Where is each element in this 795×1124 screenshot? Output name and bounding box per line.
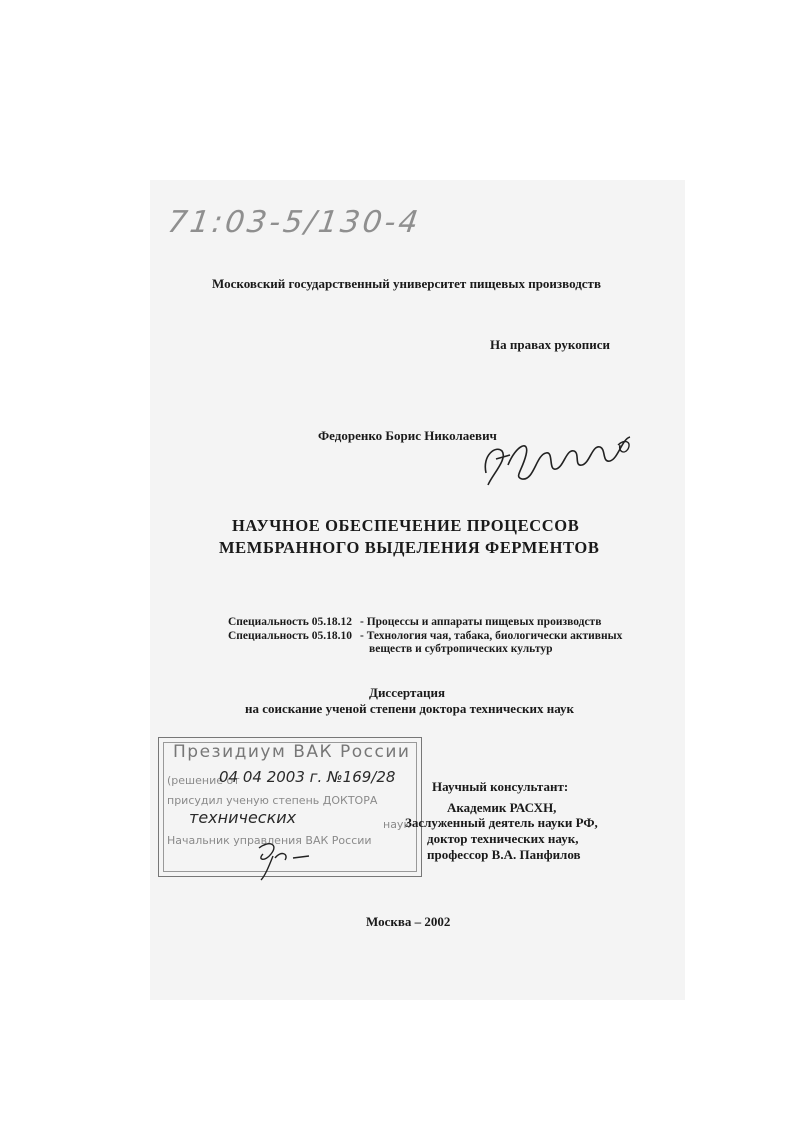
archive-number-handwritten: 71:03-5/130-4 — [165, 205, 424, 240]
document-sheet — [150, 180, 685, 1000]
dissertation-title-line1: НАУЧНОЕ ОБЕСПЕЧЕНИЕ ПРОЦЕССОВ — [232, 516, 580, 535]
specialty-2-continuation: веществ и субтропических культур — [369, 643, 553, 655]
university-name: Московский государственный университет пищевых производств — [212, 276, 601, 291]
consultant-line1: Академик РАСХН, — [447, 800, 557, 815]
stamp-science-word: наук — [383, 818, 411, 831]
city-year: Москва – 2002 — [366, 914, 451, 929]
stamp-decision-line: (решение от — [167, 774, 240, 787]
stamp-handwritten-date: 04 04 2003 г. №169/28 — [219, 768, 396, 786]
stamp-head-line: Начальник управления ВАК России — [167, 834, 372, 847]
stamp-degree-line: присудил ученую степень ДОКТОРА — [167, 794, 378, 807]
specialty-2-text: - Технология чая, табака, биологически активных — [360, 630, 623, 642]
degree-line: на соискание ученой степени доктора технических наук — [245, 701, 575, 716]
stamp-handwritten-field: технических — [189, 808, 297, 827]
specialty-1-label: Специальность 05.18.12 — [228, 616, 353, 628]
stamp-signature — [249, 836, 319, 882]
author-name: Федоренко Борис Николаевич — [318, 428, 497, 443]
rights-note: На правах рукописи — [490, 337, 610, 352]
specialty-1-text: - Процессы и аппараты пищевых производств — [360, 616, 602, 628]
stamp-title: Президиум ВАК России — [173, 742, 411, 762]
consultant-line2: Заслуженный деятель науки РФ, — [405, 815, 598, 830]
dissertation-heading: Диссертация — [369, 685, 446, 700]
dissertation-title-line2: МЕМБРАННОГО ВЫДЕЛЕНИЯ ФЕРМЕНТОВ — [219, 538, 600, 557]
specialty-2-label: Специальность 05.18.10 — [228, 630, 353, 642]
author-signature — [478, 415, 638, 495]
vak-stamp — [158, 737, 422, 877]
consultant-line4: профессор В.А. Панфилов — [427, 847, 581, 862]
consultant-heading: Научный консультант: — [432, 779, 569, 794]
consultant-line3: доктор технических наук, — [427, 831, 579, 846]
